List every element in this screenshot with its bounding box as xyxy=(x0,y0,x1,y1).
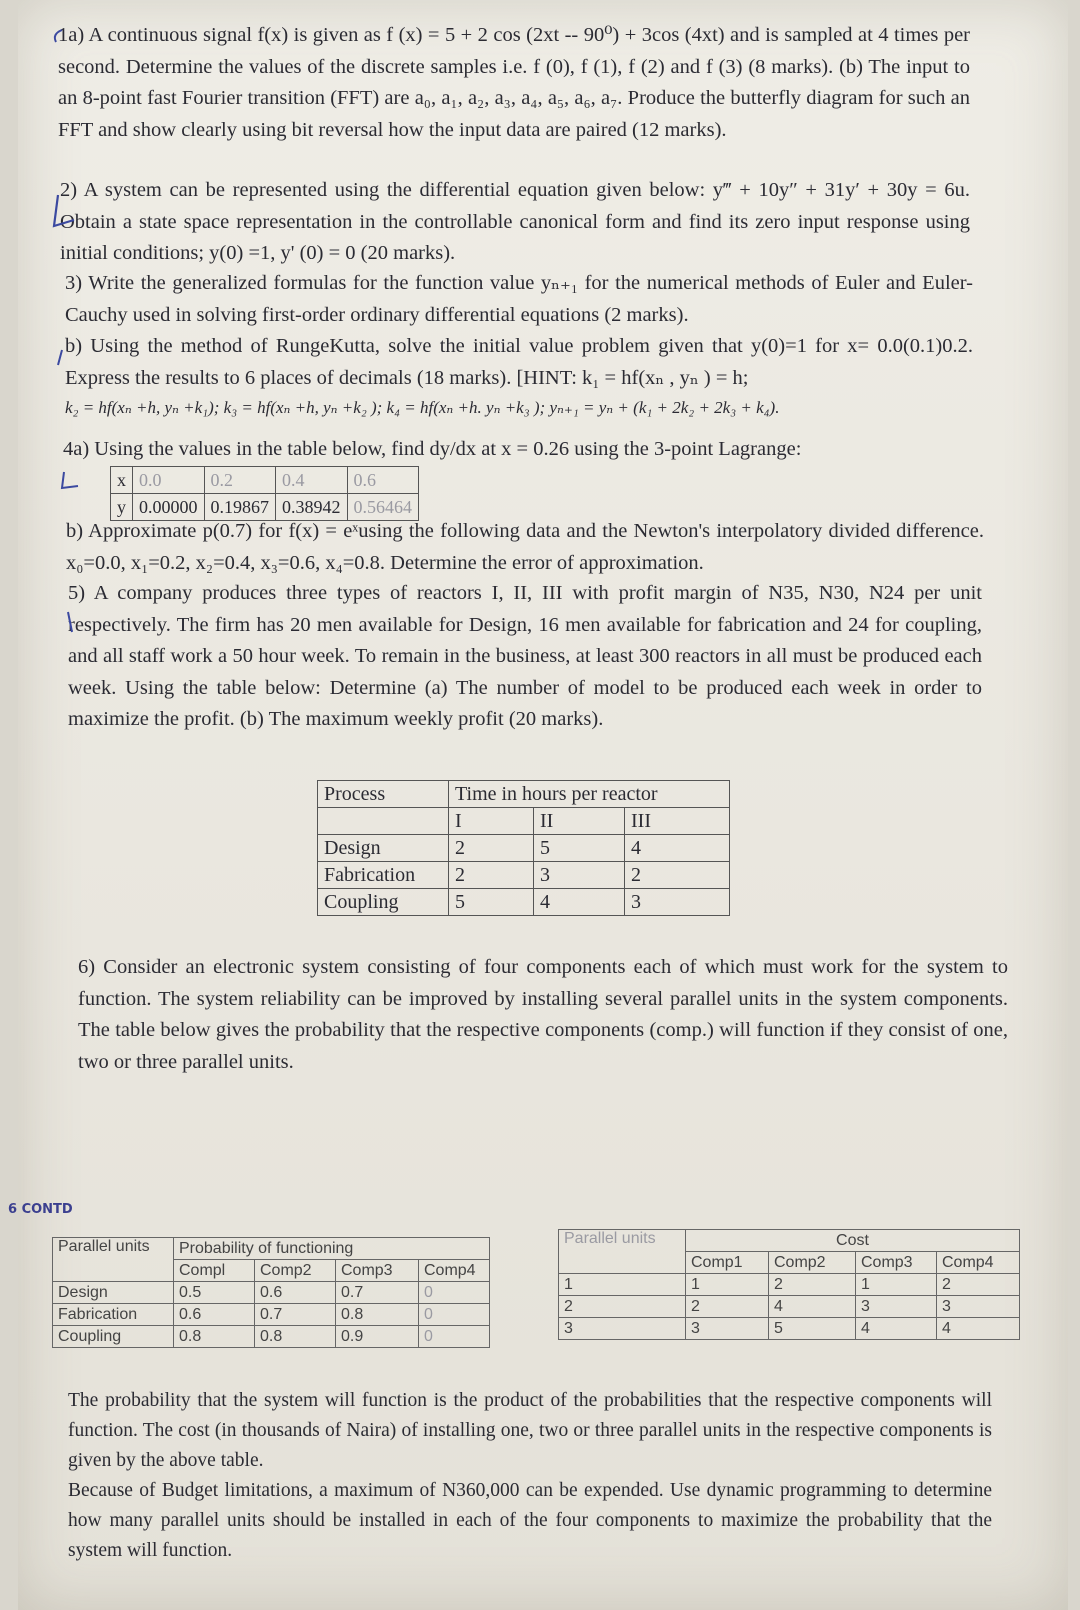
comp-header: Comp1 xyxy=(686,1252,769,1274)
comp-header: Comp2 xyxy=(255,1260,336,1282)
question-6-closing xyxy=(68,1386,992,1566)
prob-value: 0.8 xyxy=(255,1326,336,1348)
y-value: 0.19867 xyxy=(204,494,276,521)
question-4a xyxy=(63,434,981,466)
cost-value: 5 xyxy=(769,1318,856,1340)
cost-value: 4 xyxy=(856,1318,937,1340)
comp-header: Comp2 xyxy=(769,1252,856,1274)
prob-value: 0.6 xyxy=(255,1282,336,1304)
prob-value: 0.8 xyxy=(336,1304,419,1326)
row-name: 2 xyxy=(559,1296,686,1318)
cost-value: 4 xyxy=(769,1296,856,1318)
row-name: Coupling xyxy=(53,1326,174,1348)
prob-value: 0.9 xyxy=(336,1326,419,1348)
cost-value: 2 xyxy=(769,1274,856,1296)
row-name: Fabrication xyxy=(53,1304,174,1326)
process-name: Fabrication xyxy=(318,862,449,889)
time-value: 3 xyxy=(534,862,625,889)
question-3-hint: k₂ = hf(xₙ +h, yₙ +k₁); k₃ = hf(xₙ +h, yₙ +k₂ ); k₄ = hf(xₙ +h. yₙ +k₃ ); yₙ₊₁ = yₙ + (k₁ + 2k₂ + 2k₃ + k₄). xyxy=(65,398,780,417)
probability-table xyxy=(52,1237,490,1348)
question-3b-text: b) Using the method of RungeKutta, solve the initial value problem given that y(0)=1 for x= 0.0(0.1)0.2. Express the results to 6 places of decimals (18 marks). [HINT: k₁ = hf(xₙ , yₙ ) = h; xyxy=(65,335,973,389)
question-6 xyxy=(78,952,1008,1078)
time-value: 2 xyxy=(625,862,730,889)
cost-row xyxy=(559,1318,1020,1340)
time-value: 5 xyxy=(449,889,534,916)
x-value: 0.2 xyxy=(204,467,276,494)
question-3a-text: 3) Write the generalized formulas for the function value yₙ₊₁ for the numerical methods of Euler and Euler-Cauchy used in solving first-order ordinary differential equations (2 marks). xyxy=(65,272,973,326)
comp-header: Comp4 xyxy=(419,1260,490,1282)
reactor-header-row xyxy=(318,781,730,808)
handwritten-note: 6 CONTD xyxy=(8,1202,73,1217)
prob-value: 0.7 xyxy=(336,1282,419,1304)
question-2 xyxy=(60,175,970,270)
reactor-row-design xyxy=(318,835,730,862)
prob-value: 0.5 xyxy=(174,1282,255,1304)
cost-table xyxy=(558,1229,1020,1340)
cost-value: 1 xyxy=(856,1274,937,1296)
question-4b xyxy=(66,516,984,579)
pen-tick-icon xyxy=(68,612,72,632)
closing-text-2: Because of Budget limitations, a maximum of N360,000 can be expended. Use dynamic programming to determine how many parallel units should be installed in each of the four components to maximize the probability that the system will function. xyxy=(68,1480,992,1561)
prob-value: 0.7 xyxy=(255,1304,336,1326)
prob-value: 0.6 xyxy=(174,1304,255,1326)
closing-text: The probability that the system will function is the product of the probabilities that the respective components will function. The cost (in thousands of Naira) of installing one, two or three parallel units in the respective components is given by the above table. xyxy=(68,1390,992,1471)
question-4b-text: b) Approximate p(0.7) for f(x) = eˣusing the following data and the Newton's interpolatory divided difference. x₀=0.0, x₁=0.2, x₂=0.4, x₃=0.6, x₄=0.8. Determine the error of approximation. xyxy=(66,520,984,574)
comp-header: Comp4 xyxy=(937,1252,1020,1274)
time-value: 4 xyxy=(534,889,625,916)
time-header: Time in hours per reactor xyxy=(449,781,730,808)
question-5 xyxy=(68,578,982,736)
cost-value: 3 xyxy=(686,1318,769,1340)
x-value: 0.0 xyxy=(133,467,205,494)
cost-value: 1 xyxy=(686,1274,769,1296)
cost-row xyxy=(559,1296,1020,1318)
cost-header-row xyxy=(559,1230,1020,1252)
comp-header: Compl xyxy=(174,1260,255,1282)
x-label: x xyxy=(111,467,133,494)
cost-value: 4 xyxy=(937,1318,1020,1340)
y-label: y xyxy=(111,494,133,521)
prob-value: 0.8 xyxy=(174,1326,255,1348)
cost-row xyxy=(559,1274,1020,1296)
reactor-type: III xyxy=(625,808,730,835)
y-value: 0.38942 xyxy=(276,494,348,521)
time-value: 5 xyxy=(534,835,625,862)
prob-value: 0 xyxy=(419,1304,490,1326)
cost-value: 2 xyxy=(937,1274,1020,1296)
question-4a-text: 4a) Using the values in the table below, find dy/dx at x = 0.26 using the 3-point Lagrange: xyxy=(63,438,802,460)
time-value: 4 xyxy=(625,835,730,862)
time-value: 2 xyxy=(449,862,534,889)
pen-marks xyxy=(44,20,104,1240)
cost-value: 2 xyxy=(686,1296,769,1318)
y-value: 0.00000 xyxy=(133,494,205,521)
reactor-type: II xyxy=(534,808,625,835)
y-value: 0.56464 xyxy=(347,494,419,521)
prob-value: 0 xyxy=(419,1282,490,1304)
comp-header: Comp3 xyxy=(856,1252,937,1274)
reactor-row-fabrication xyxy=(318,862,730,889)
x-value: 0.6 xyxy=(347,467,419,494)
parallel-units-header: Parallel units xyxy=(53,1238,174,1282)
pen-tick-icon xyxy=(54,195,74,226)
cost-header: Cost xyxy=(686,1230,1020,1252)
reactor-time-table xyxy=(317,780,730,916)
row-name: Design xyxy=(53,1282,174,1304)
reactor-type-row xyxy=(318,808,730,835)
pen-tick-icon xyxy=(58,350,62,365)
reactor-row-coupling xyxy=(318,889,730,916)
reactor-type: I xyxy=(449,808,534,835)
question-5-text: 5) A company produces three types of reactors I, II, III with profit margin of N35, N30, N24 per unit respectively. The firm has 20 men available for Design, 16 men available for fabrication and 24 for coupling, and all staff work a 50 hour week. To remain in the business, at least 300 reactors in all must be produced each week. Using the table below: Determine (a) The number of model to be produced each week in order to maximize the profit. (b) The maximum weekly profit (20 marks). xyxy=(68,582,982,730)
prob-value: 0 xyxy=(419,1326,490,1348)
row-name: 3 xyxy=(559,1318,686,1340)
pen-tick-icon xyxy=(55,30,62,42)
pen-tick-icon xyxy=(62,472,78,488)
question-1-text: 1a) A continuous signal f(x) is given as f (x) = 5 + 2 cos (2xt -- 90⁰) + 3cos (4xt) and is sampled at 4 times per second. Determine the values of the discrete samples i.e. f (0), f (1), f (2) and f (3) (8 marks). (b) The input to an 8-point fast Fourier transition (FFT) are a₀, a₁, a₂, a₃, a₄, a₅, a₆, a₇. Produce the butterfly diagram for such an FFT and show clearly using bit reversal how the input data are paired (12 marks). xyxy=(58,24,970,141)
process-name: Design xyxy=(318,835,449,862)
empty-cell xyxy=(318,808,449,835)
question-2-text: 2) A system can be represented using the differential equation given below: y‴ + 10y″ + 31y′ + 30y = 6u. Obtain a state space representation in the controllable canonical form and find its zero input response using initial conditions; y(0) =1, y' (0) = 0 (20 marks). xyxy=(60,179,970,264)
question-6-text: 6) Consider an electronic system consisting of four components each of which must work for the system to function. The system reliability can be improved by installing several parallel units in the system components. The table below gives the probability that the respective components (comp.) will function if they consist of one, two or three parallel units. xyxy=(78,956,1008,1073)
prob-row xyxy=(53,1282,490,1304)
cost-value: 3 xyxy=(856,1296,937,1318)
time-value: 2 xyxy=(449,835,534,862)
question-3 xyxy=(65,268,973,422)
x-value: 0.4 xyxy=(276,467,348,494)
prob-row xyxy=(53,1304,490,1326)
process-header: Process xyxy=(318,781,449,808)
question-1 xyxy=(58,20,970,146)
lagrange-x-row xyxy=(111,467,419,494)
time-value: 3 xyxy=(625,889,730,916)
cost-value: 3 xyxy=(937,1296,1020,1318)
process-name: Coupling xyxy=(318,889,449,916)
probability-header: Probability of functioning xyxy=(174,1238,490,1260)
parallel-units-header: Parallel units xyxy=(559,1230,686,1274)
prob-header-row xyxy=(53,1238,490,1260)
row-name: 1 xyxy=(559,1274,686,1296)
lagrange-table xyxy=(110,466,419,521)
prob-row xyxy=(53,1326,490,1348)
comp-header: Comp3 xyxy=(336,1260,419,1282)
